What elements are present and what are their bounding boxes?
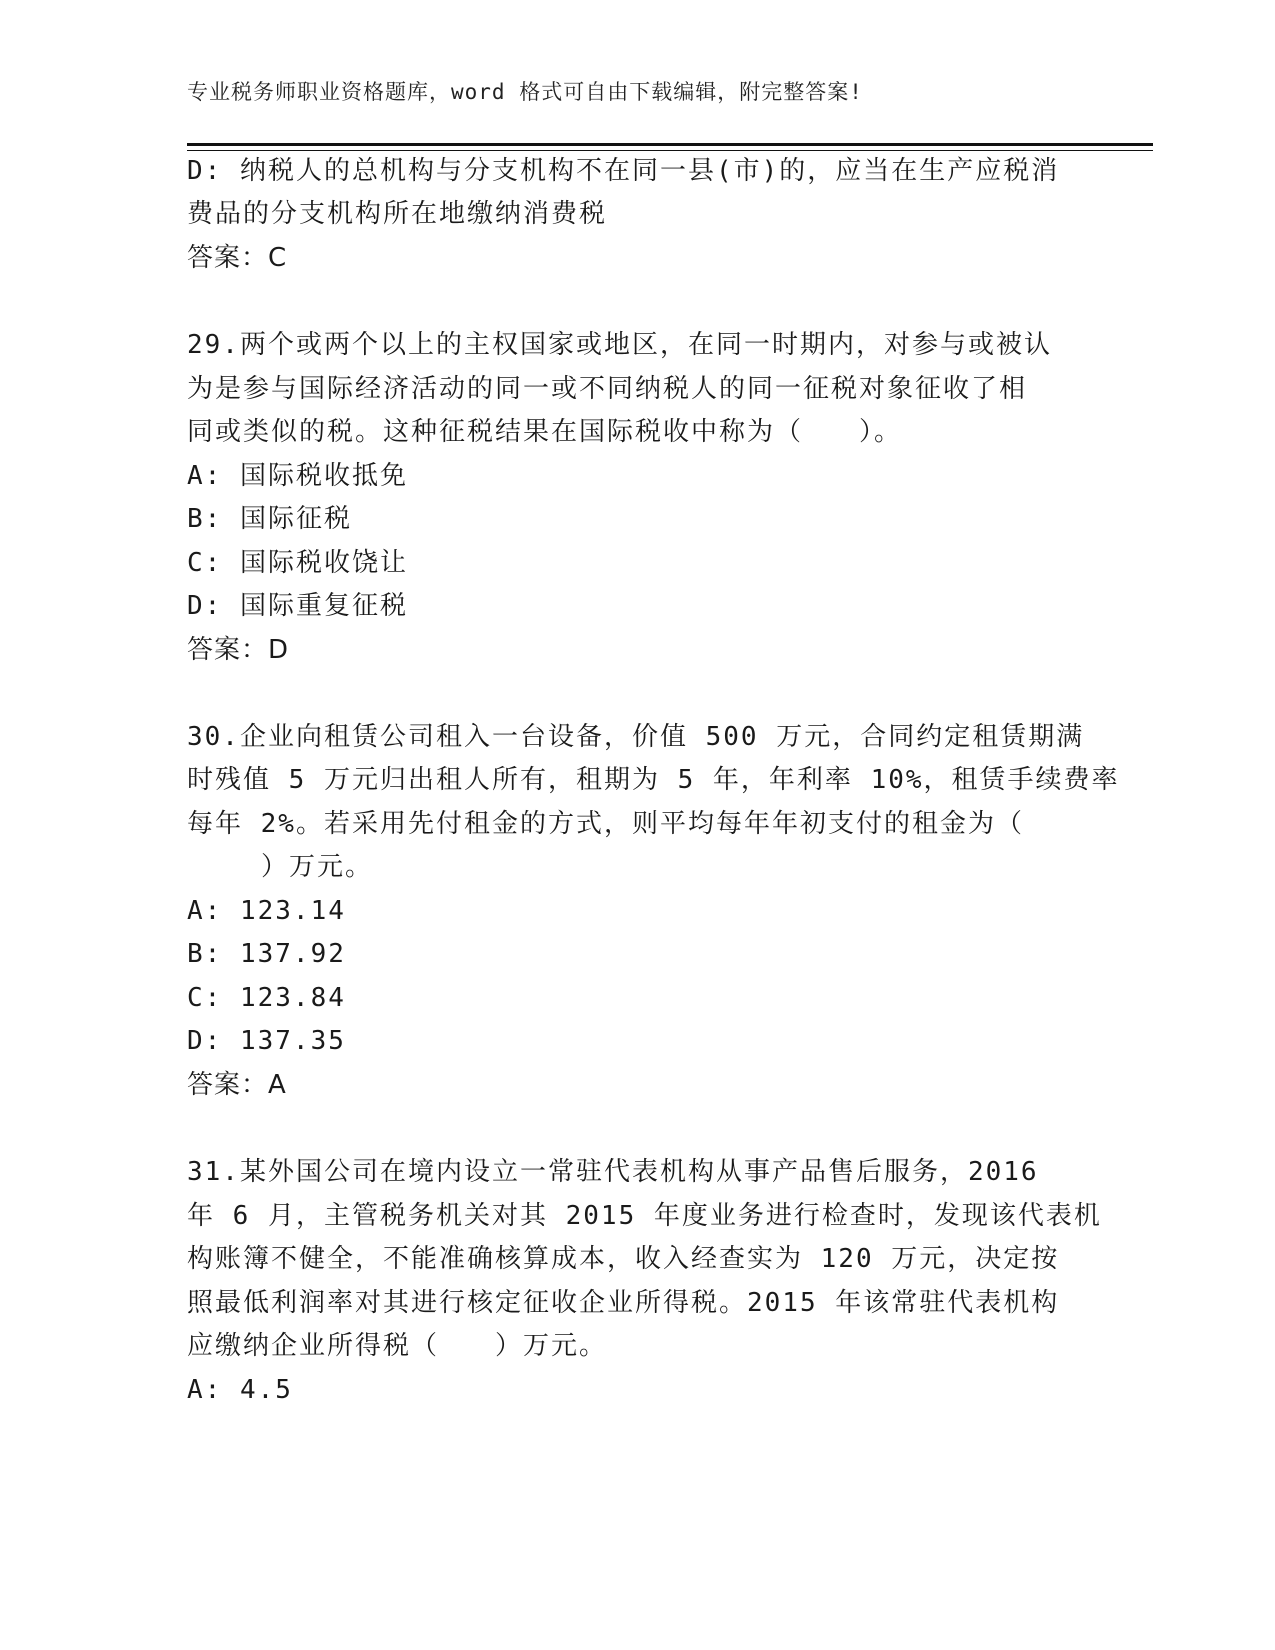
q29-line3: 同或类似的税。这种征税结果在国际税收中称为（ ）。 [187,417,903,447]
page-header: 专业税务师职业资格题库，word 格式可自由下载编辑，附完整答案! [187,80,863,104]
q29-option-c: C: 国际税收饶让 [187,548,408,578]
q30-line2: 时残值 5 万元归出租人所有，租期为 5 年，年利率 10%，租赁手续费率 [187,765,1120,795]
q31-line3: 构账簿不健全，不能准确核算成本，收入经查实为 120 万元，决定按 [187,1244,1060,1274]
q31-line1: 31.某外国公司在境内设立一常驻代表机构从事产品售后服务，2016 [187,1157,1039,1187]
q29-line2: 为是参与国际经济活动的同一或不同纳税人的同一征税对象征收了相 [187,374,1028,404]
q31-line4: 照最低利润率对其进行核定征收企业所得税。2015 年该常驻代表机构 [187,1288,1060,1318]
header-rule-thick [187,143,1153,146]
q29-line1: 29.两个或两个以上的主权国家或地区，在同一时期内，对参与或被认 [187,330,1052,360]
q30-answer: 答案：A [187,1070,287,1100]
q30-line4: ）万元。 [261,852,374,882]
prev-answer: 答案：C [187,243,288,273]
q30-line1: 30.企业向租赁公司租入一台设备，价值 500 万元，合同约定租赁期满 [187,722,1085,752]
q30-option-b: B: 137.92 [187,939,346,969]
q30-option-d: D: 137.35 [187,1026,346,1056]
q29-answer: 答案：D [187,635,290,665]
prev-option-d-line2: 费品的分支机构所在地缴纳消费税 [187,199,608,229]
prev-option-d-line1: D: 纳税人的总机构与分支机构不在同一县(市)的，应当在生产应税消 [187,156,1060,186]
q30-option-c: C: 123.84 [187,983,346,1013]
q30-option-a: A: 123.14 [187,896,346,926]
q31-option-a: A: 4.5 [187,1375,293,1405]
q30-line3: 每年 2%。若采用先付租金的方式，则平均每年年初支付的租金为（ [187,809,1024,839]
q31-line5: 应缴纳企业所得税（ ）万元。 [187,1331,608,1361]
q31-line2: 年 6 月，主管税务机关对其 2015 年度业务进行检查时，发现该代表机 [187,1201,1102,1231]
header-rule-thin [187,150,1153,151]
q29-option-d: D: 国际重复征税 [187,591,408,621]
q29-option-b: B: 国际征税 [187,504,352,534]
q29-option-a: A: 国际税收抵免 [187,461,408,491]
